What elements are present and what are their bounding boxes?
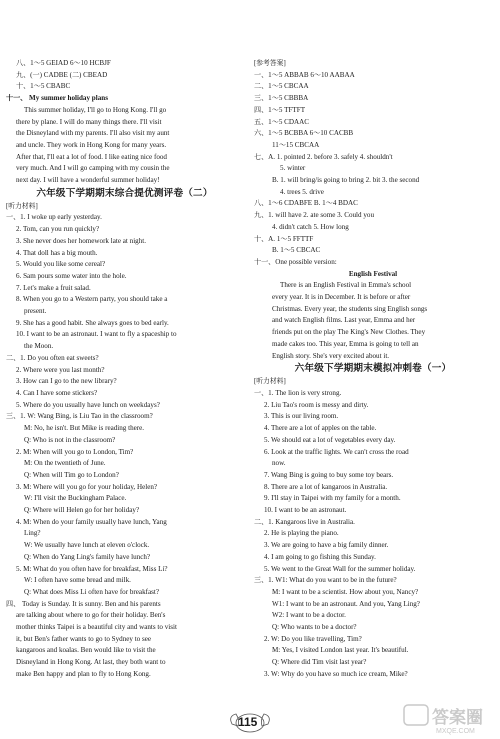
left-line: M: No, he isn't. But Mike is reading there. — [24, 424, 145, 433]
left-line: Q: When will Tim go to London? — [24, 470, 119, 479]
left-line: M: On the twentieth of June. — [24, 459, 106, 468]
right-line: made cakes too. This year, Emma is going to tell an — [272, 339, 419, 348]
left-line: 四、 Today is Sunday. It is sunny. Ben and his parents — [6, 599, 161, 608]
right-line: 二、1～5 CBCAA — [254, 82, 309, 91]
right-line: 六、1～5 BCBBA 6～10 CACBB — [254, 129, 354, 138]
right-line: English story. She's very excited about it. — [272, 351, 390, 360]
left-line: make Ben happy and plan to fly to Hong Kong. — [16, 669, 151, 678]
right-line: 11～15 CBCAA — [272, 140, 320, 149]
right-line: [参考答案] — [254, 60, 286, 67]
right-line: There is an English Festival in Emma's school — [280, 281, 412, 290]
left-line: 4. Can I have some stickers? — [16, 388, 98, 397]
watermark-logo — [402, 703, 494, 735]
right-line: Q: Who wants to be a doctor? — [272, 623, 357, 632]
right-line: 2. W: Do you like travelling, Tim? — [264, 634, 362, 643]
left-line: 3. She never does her homework late at night. — [16, 236, 147, 245]
right-line: 5. We should eat a lot of vegetables every day. — [264, 435, 396, 444]
left-line: 八、1～5 GEIAD 6～10 HCBJF — [16, 59, 111, 67]
right-line: 3. This is our living room. — [264, 412, 339, 421]
left-line: Q: What does Miss Li often have for breakfast? — [24, 587, 160, 596]
left-line: Q: Who is not in the classroom? — [24, 435, 116, 444]
left-line: the Disneyland with my parents. I'll also visit my aunt — [16, 129, 170, 138]
left-line: W: We usually have lunch at eleven o'clock. — [24, 541, 150, 550]
left-line: there by plane. I will do many things there. I'll visit — [16, 117, 162, 126]
left-line: are talking about where to go for their holiday. Ben's — [16, 611, 166, 620]
left-line: the Moon. — [24, 342, 54, 351]
left-line: present. — [24, 307, 47, 316]
right-line: 4. didn't catch 5. How long — [272, 222, 349, 231]
left-line: 10. I want to be an astronaut. I want to fly a spaceship to — [16, 330, 177, 339]
page-number: 115 — [238, 715, 258, 729]
right-line: Christmas. Every year, the students sing English songs — [272, 304, 428, 313]
right-line: now. — [272, 459, 286, 468]
right-line: 3. We are going to have a big family dinner. — [264, 541, 389, 550]
left-line: next day. I will have a wonderful summer holiday! — [16, 176, 160, 185]
right-line: 9. I'll stay in Taipei with my family for a month. — [264, 494, 401, 503]
right-line: 2. Liu Tao's room is messy and dirty. — [264, 400, 369, 409]
right-line: B. 1. will bring/is going to bring 2. bit 3. the second — [272, 176, 420, 185]
right-line: and watch English films. Last year, Emma and her — [272, 316, 416, 325]
right-line: 三、1～5 CBBBA — [254, 94, 309, 103]
right-line: 2. He is playing the piano. — [264, 529, 339, 538]
left-line: and uncle. They work in Hong Kong for many years. — [16, 140, 167, 149]
right-line: W2: I want to be a doctor. — [272, 611, 346, 620]
right-line: 5. We went to the Great Wall for the summer holiday. — [264, 564, 416, 573]
right-line: 一、1. The lion is very strong. — [254, 388, 342, 397]
left-line: 2. Where were you last month? — [16, 365, 105, 374]
right-line: 8. There are a lot of kangaroos in Australia. — [264, 482, 388, 491]
left-line: 6. Sam pours some water into the hole. — [16, 271, 127, 280]
right-line: 八、1～6 CDABFE B. 1～4 BDAC — [254, 199, 358, 208]
left-line: 一、1. I woke up early yesterday. — [6, 213, 102, 222]
right-line: 4. There are a lot of apples on the table. — [264, 424, 377, 433]
right-line: 10. I want to be an astronaut. — [264, 506, 347, 515]
left-line: W: I often have some bread and milk. — [24, 576, 131, 585]
left-line: it, but Ben's father wants to go to Sydney to see — [16, 634, 152, 643]
left-line: 8. When you go to a Western party, you should take a — [16, 295, 168, 304]
right-line: 6. Look at the traffic lights. We can't cross the road — [264, 447, 409, 456]
right-line: English Festival — [348, 269, 398, 278]
left-line: 2. Tom, can you run quickly? — [16, 225, 100, 234]
left-line: Ling? — [24, 529, 41, 538]
right-line: 五、1～5 CDAAC — [254, 117, 309, 126]
left-line: very much. And I will go camping with my cousin the — [16, 164, 170, 173]
left-line: Q: Where will Helen go for her holiday? — [24, 506, 140, 515]
left-line: [听力材料] — [6, 202, 38, 210]
left-line: 3. How can I go to the new library? — [16, 377, 117, 386]
right-line: every year. It is in December. It is before or after — [272, 293, 411, 302]
right-line: M: I want to be a scientist. How about you, Nancy? — [272, 587, 419, 596]
left-line: 2. M: When will you go to London, Tim? — [16, 447, 134, 456]
right-line: 九、1. will have 2. ate some 3. Could you — [254, 211, 374, 220]
left-line: 十一、 My summer holiday plans — [6, 94, 108, 103]
left-line: W: I'll visit the Buckingham Palace. — [24, 494, 127, 503]
right-line: 4. trees 5. drive — [280, 187, 324, 196]
right-line: 4. I am going to go fishing this Sunday. — [264, 552, 376, 561]
left-line: 5. Where do you usually have lunch on weekdays? — [16, 400, 160, 409]
right-line: friends put on the play The King's New Clothes. They — [272, 328, 426, 337]
left-line: 十、1～5 CBABC — [16, 82, 71, 91]
right-line: 三、1. W1: What do you want to be in the future? — [254, 576, 397, 585]
right-line: 二、1. Kangaroos live in Australia. — [254, 517, 355, 526]
right-line: 六年级下学期期末模拟冲刺卷（一） — [294, 363, 452, 375]
watermark-main: 答案圈 — [432, 708, 483, 727]
left-line: mother thinks Taipei is a beautiful city and wants to visit — [16, 623, 177, 632]
left-line: Disneyland in Hong Kong. At last, they both want to — [16, 658, 166, 667]
left-line: 3. M: Where will you go for your holiday, Helen? — [16, 482, 158, 491]
right-line: M: Yes, I visited London last year. It's beautiful. — [272, 646, 409, 655]
right-line: 7. Wang Bing is going to buy some toy bears. — [264, 470, 394, 479]
left-line: 4. That doll has a big mouth. — [16, 248, 98, 257]
left-line: 5. Would you like some cereal? — [16, 260, 106, 269]
right-line: 3. W: Why do you have so much ice cream, Mike? — [264, 669, 408, 678]
left-line: This summer holiday, I'll go to Hong Kong. I'll go — [24, 105, 167, 114]
right-line: Q: Where did Tim visit last year? — [272, 658, 367, 667]
left-line: 三、1. W: Wang Bing, is Liu Tao in the classroom? — [6, 412, 153, 421]
right-line: 十一、One possible version: — [254, 257, 337, 266]
right-line: W1: I want to be an astronaut. And you, Yang Ling? — [272, 599, 420, 608]
right-line: 四、1～5 TFTFT — [254, 105, 306, 114]
right-column — [254, 58, 492, 681]
right-line: [听力材料] — [254, 378, 286, 386]
right-line: B. 1～5 CBCAC — [272, 246, 321, 255]
left-line: 7. Let's make a fruit salad. — [16, 283, 91, 292]
watermark-sub: MXQE.COM — [436, 728, 475, 735]
left-line: 九、(一) CADBE (二) CBEAD — [16, 70, 108, 79]
left-line: kangaroos and koalas. Ben would like to visit the — [16, 646, 156, 655]
left-line: After that, I'll eat a lot of food. I like eating nice food — [16, 152, 167, 161]
left-line: Q: When do Yang Ling's family have lunch? — [24, 552, 151, 561]
left-column — [6, 58, 243, 681]
left-line: 二、1. Do you often eat sweets? — [6, 353, 99, 362]
left-line: 六年级下学期期末综合提优测评卷（二） — [36, 187, 213, 199]
left-line: 4. M: When do your family usually have lunch, Yang — [16, 517, 167, 526]
right-line: 十、A. 1～5 FFTTF — [254, 234, 314, 243]
right-line: 一、1～5 ABBAB 6～10 AABAA — [254, 70, 355, 79]
right-line: 5. winter — [280, 164, 306, 173]
left-line: 9. She has a good habit. She always goes to bed early. — [16, 318, 169, 327]
left-line: 5. M: What do you often have for breakfast, Miss Li? — [16, 564, 168, 573]
right-line: 七、A. 1. pointed 2. before 3. safely 4. shouldn't — [254, 152, 393, 161]
